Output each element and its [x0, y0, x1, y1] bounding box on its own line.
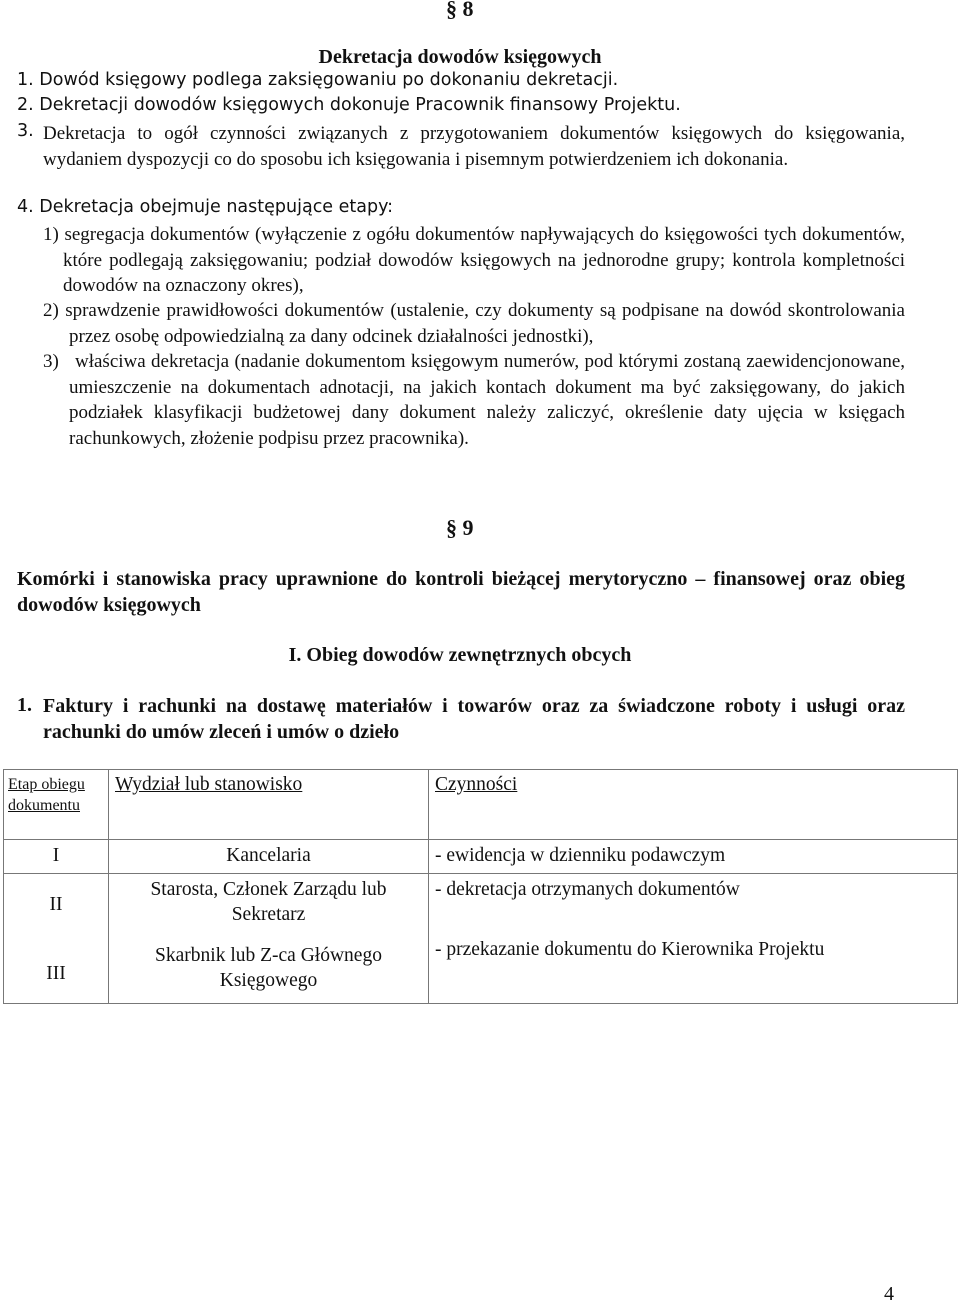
- header-actions-label: Czynności: [435, 774, 518, 795]
- action-cell: [429, 874, 958, 1004]
- section-8-sign: § 8: [446, 0, 474, 21]
- action-value: - dekretacja otrzymanych dokumentów: [435, 879, 740, 900]
- section-9-item-1: Faktury i rachunki na dostawę materiałów i towarów oraz za świadczone roboty i usługi oraz rachunki do umów zleceń i umów o dzieło: [43, 695, 905, 743]
- stage-cell: I: [4, 840, 109, 874]
- section-9-subheading: I. Obieg dowodów zewnętrznych obcych: [288, 644, 632, 666]
- document-flow-table: [3, 769, 958, 1004]
- section-8-sub-3: właściwa dekretacja (nadanie dokumentom księgowym numerów, pod którymi zostaną zaewidencjonowane, umieszczenie na dokumentach adnotacji, na jakich kontach dokument ma być zaksięgowany, do jakich podziałek klasyfikacji budżetowej dany dokument należy zaliczyć, określenie daty ujęcia w księgach rachunkowych, złożenie podpisu przez pracownika).: [69, 351, 905, 449]
- table-header-row: [4, 770, 958, 840]
- stage-value: II: [49, 894, 63, 915]
- section-8-item-2: 2. Dekretacji dowodów księgowych dokonuje Pracownik finansowy Projektu.: [17, 95, 681, 115]
- section-8-sub-2: 2) sprawdzenie prawidłowości dokumentów (ustalenie, czy dokumenty są podpisane na dowód skontrolowania przez osobę odpowiedzialną za dany odcinek działalności jednostki),: [43, 300, 905, 347]
- unit-value: Starosta, Członek Zarządu lub Sekretarz: [150, 879, 387, 925]
- section-8-item-3: Dekretacja to ogół czynności związanych z przygotowaniem dokumentów księgowych do księgowania, wydaniem dyspozycji co do sposobu ich księgowania i pisemnym potwierdzeniem ich dokonania.: [43, 123, 905, 170]
- header-actions: [429, 770, 958, 840]
- stage-cell: [4, 874, 109, 1004]
- section-9-item-1-number: 1.: [17, 694, 32, 716]
- page-number: 4: [884, 1283, 894, 1305]
- unit-value: Skarbnik lub Z-ca Głównego Księgowego: [155, 945, 382, 991]
- section-8-sub-1: 1) segregacja dokumentów (wyłączenie z ogółu dokumentów napływających do księgowości tych dokumentów, które podlegają zaksięgowaniu; podział dowodów księgowych na jednorodne grupy; kontrola kompletności dowodów na oznaczony okres),: [43, 224, 905, 296]
- table-row: [4, 840, 958, 874]
- section-8-item-1: 1. Dowód księgowy podlega zaksięgowaniu po dokonaniu dekretacji.: [17, 70, 619, 90]
- section-8-item-4: 4. Dekretacja obejmuje następujące etapy:: [17, 197, 394, 217]
- section-8-title: Dekretacja dowodów księgowych: [318, 46, 602, 68]
- unit-cell: Kancelaria: [109, 840, 429, 874]
- section-9-heading: Komórki i stanowiska pracy uprawnione do kontroli bieżącej merytoryczno – finansowej oraz obieg dowodów księgowych: [17, 568, 905, 616]
- section-8-sub-3-number: 3): [43, 351, 59, 372]
- section-9-sign: § 9: [446, 515, 474, 540]
- unit-cell: [109, 874, 429, 1004]
- stage-value: III: [46, 963, 66, 984]
- table-row: [4, 874, 958, 1004]
- section-8-item-3-number: 3.: [17, 121, 34, 141]
- action-value: - przekazanie dokumentu do Kierownika Projektu: [435, 939, 825, 960]
- header-unit-label: Wydział lub stanowisko: [115, 774, 303, 795]
- action-cell: - ewidencja w dzienniku podawczym: [429, 840, 958, 874]
- header-unit: [109, 770, 429, 840]
- header-stage-label: Etap obiegu dokumentu: [8, 776, 85, 814]
- header-stage: [4, 770, 109, 840]
